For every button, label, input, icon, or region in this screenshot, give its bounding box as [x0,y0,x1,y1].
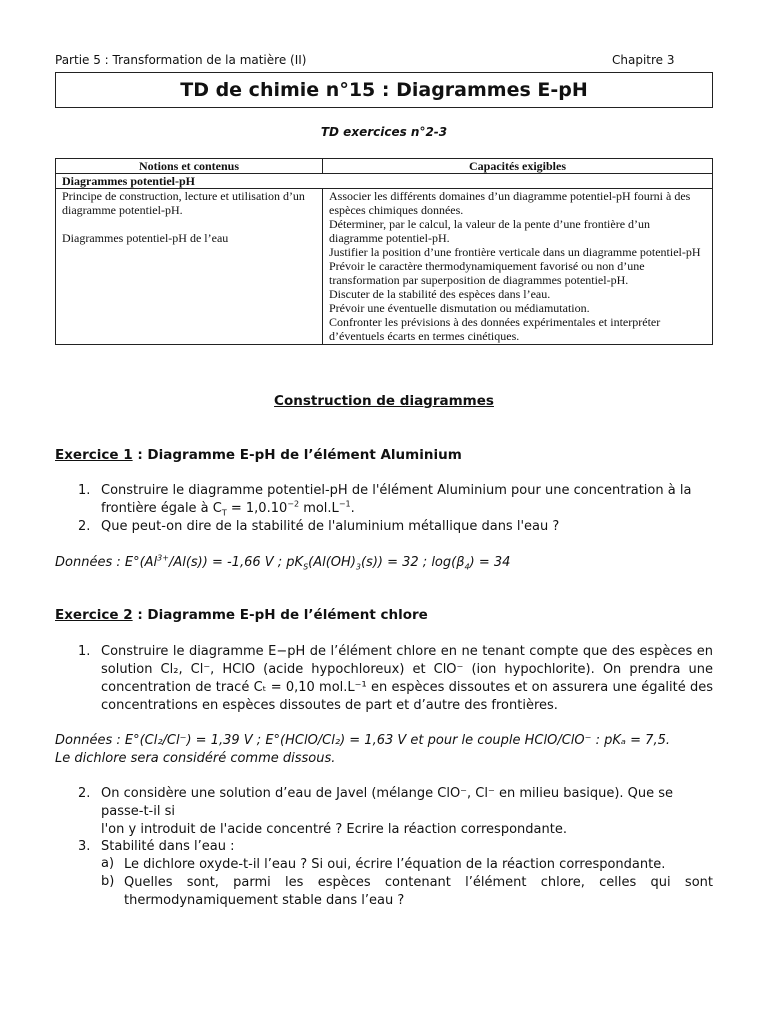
question-number: 2. [78,786,91,801]
capacite-item: Prévoir le caractère thermodynamiquement favorisé ou non d’une transformation par superposition de diagrammes potentiel-pH. [329,259,645,287]
question-number: 1. [78,483,91,498]
ex2-data [55,732,715,768]
ex1-data-sub: S [303,562,309,572]
ex2-q2-line: On considère une solution d’eau de Javel (mélange ClO⁻, Cl⁻ en milieu basique). Que se passe-t-il si [101,786,674,819]
ex1-data-text: (s)) = 32 ; log( [360,555,457,570]
exercise-1-label: Exercice 1 [55,447,133,463]
table-header-notions: Notions et contenus [56,159,323,174]
capacite-item: Discuter de la stabilité des espèces dans l’eau. [329,287,551,301]
sub-question-label: b) [101,874,115,889]
table-header-capacites: Capacités exigibles [323,159,713,174]
ex1-data-beta: β [456,555,465,570]
table-row [56,189,713,345]
ex2-question-3b [124,874,713,910]
exercise-1-title [55,447,462,463]
ex1-data-sub: 3 [355,562,361,572]
ex2-question-1 [101,643,713,715]
question-number: 1. [78,644,91,659]
ex1-q1-sup: −2 [287,499,300,509]
ex1-q1-text: . [350,501,355,516]
ex2-data-line: Le dichlore sera considéré comme dissous. [55,751,336,766]
ex1-data-text: /Al(s)) = -1,66 V ; pK [168,555,304,570]
ex2-q1-line: concentration de tracé Cₜ = 0,10 mol.L⁻¹ en espèces dissoutes et on assurera une égalité des [101,680,713,695]
ex1-q1-text: frontière égale à C [101,501,222,516]
ex1-data-text: Données : E°(Al [55,555,158,570]
capacite-item: Associer les différents domaines d’un diagramme potentiel-pH fourni à des espèces chimiques données. [329,189,691,217]
table-section-row [56,174,713,189]
page-title: TD de chimie n°15 : Diagrammes E-pH [180,79,588,101]
ex2-question-3a: Le dichlore oxyde-t-il l’eau ? Si oui, écrire l’équation de la réaction correspondante. [124,857,666,872]
notions-cell [56,189,323,345]
title-box [55,72,713,108]
part-header: Partie 5 : Transformation de la matière (II) [55,53,307,67]
chapter-header: Chapitre 3 [612,53,675,67]
ex2-question-2 [101,785,713,839]
ex1-data-text: (Al(OH) [308,555,356,570]
ex1-question-1 [101,482,713,518]
ex1-data-sup: 3+ [157,553,169,563]
question-number: 2. [78,519,91,534]
ex1-data-sub: 4 [464,562,470,572]
subtitle: TD exercices n°2-3 [320,125,448,139]
ex1-q1-sup: −1 [338,499,351,509]
exercise-1-heading: : Diagramme E-pH de l’élément Aluminium [132,447,462,463]
question-number: 3. [78,839,91,854]
ex1-q1-line: Construire le diagramme potentiel-pH de l'élément Aluminium pour une concentration à la [101,483,692,498]
notion-item: Principe de construction, lecture et utilisation d’un diagramme potentiel-pH. [62,189,305,217]
sub-question-label: a) [101,856,115,871]
exercise-2-title [55,607,428,623]
ex2-question-3: Stabilité dans l’eau : [101,839,235,854]
capacite-item: Déterminer, par le calcul, la valeur de la pente d’une frontière d’un diagramme potentiel-pH. [329,217,651,245]
ex1-q1-sub: T [221,508,227,518]
capacites-cell [323,189,713,345]
capacite-item: Justifier la position d’une frontière verticale dans un diagramme potentiel-pH [329,245,701,259]
exercise-2-label: Exercice 2 [55,607,133,623]
ex2-q3b-line: thermodynamiquement stable dans l’eau ? [124,893,405,908]
table-header-row [56,159,713,174]
ex2-q2-line: l'on y introduit de l'acide concentré ? Ecrire la réaction correspondante. [101,822,567,837]
ex1-data-text: ) = 34 [469,555,511,570]
section-title: Construction de diagrammes [274,393,494,409]
ex1-q1-text: = 1,0.10 [226,501,288,516]
ex2-q1-line: solution Cl₂, Cl⁻, HClO (acide hypochloreux) et ClO⁻ (ion hypochlorite). On prendra une [101,662,713,677]
ex2-q3b-line: Quelles sont, parmi les espèces contenant l’élément chlore, celles qui sont [124,875,713,890]
ex1-q1-line [101,500,713,518]
notion-item: Diagrammes potentiel-pH de l’eau [62,231,229,245]
ex1-q1-text: mol.L [299,501,339,516]
ex1-data [55,554,715,572]
objectives-table [55,158,713,345]
capacite-item: Prévoir une éventuelle dismutation ou médiamutation. [329,301,590,315]
table-section-title: Diagrammes potentiel-pH [56,174,713,189]
capacite-item: Confronter les prévisions à des données expérimentales et interpréter d’éventuels écarts en termes cinétiques. [329,315,661,343]
ex1-question-2: Que peut-on dire de la stabilité de l'aluminium métallique dans l'eau ? [101,519,560,534]
ex2-data-line: Données : E°(Cl₂/Cl⁻) = 1,39 V ; E°(HClO/Cl₂) = 1,63 V et pour le couple HClO/ClO⁻ : pKₐ = 7,5. [55,733,670,748]
ex2-q1-line: Construire le diagramme E−pH de l’élément chlore en ne tenant compte que des espèces en [101,644,713,659]
ex2-q1-line: concentrations en espèces dissoutes de part et d’autre des frontières. [101,698,558,713]
exercise-2-heading: : Diagramme E-pH de l’élément chlore [132,607,428,623]
